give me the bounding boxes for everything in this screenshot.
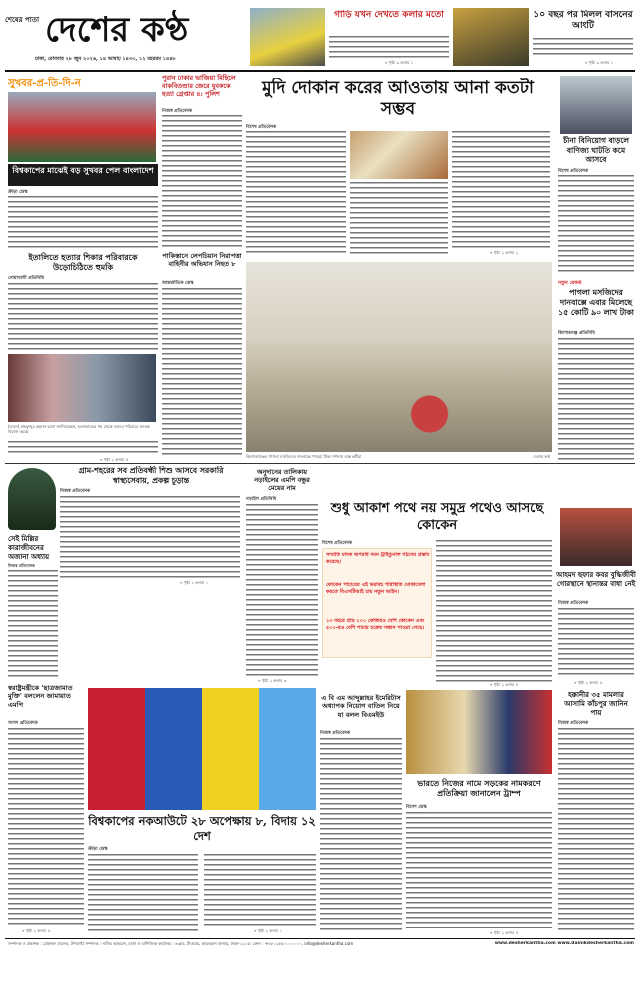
jamaat-byline: সংসদ প্রতিবেদক [8, 721, 38, 726]
italy-byline: নোয়াখালী প্রতিনিধি [8, 276, 45, 281]
cocaine-byline: বিশেষ প্রতিবেদক [322, 541, 353, 546]
promo-ring-page[interactable]: » পৃষ্ঠা ৯ কলাম ১ [585, 60, 614, 65]
footer-imprint: সম্পাদক ও প্রকাশক : মোহাম্মদ মালেক, উপদেষ্টা সম্পাদক : নাসির আহমেদ, বার্তা ও বাণিজ্যিক কার্যালয় : ৪৩/এ, টাওয়ার, কারওয়ান বাজার, ঢাকা-১২১৫। ফোন : +৮৮০২৫৫০০০০০০০, info@desherkantha.com [8, 941, 354, 946]
sukhobor-logo: সুখবর-প্র-তি-দি-ন [8, 78, 81, 89]
cocaine-bullet-1: সম্প্রতি মাদক অপরাধ দমন ট্রাইব্যুনাল গঠনের প্রস্তাব করেছে। [326, 552, 430, 565]
haqqani-body [558, 728, 634, 930]
jamaat-body [8, 728, 84, 928]
ahmed-headline[interactable]: আহমদ ছফার কবর বুদ্ধিজীবী গোরস্থানে স্থানান্তর বাধা নেই [556, 570, 636, 588]
masthead-rule [5, 70, 635, 72]
lead-body-1 [246, 131, 346, 256]
mosque-money-counting-photo[interactable] [246, 262, 552, 452]
footer-websites[interactable]: www.desherkantha.com www.dainikdesherkantha.com [494, 941, 634, 946]
jamaat-headline[interactable]: স্বরাষ্ট্রমন্ত্রীকে 'ছাত্রজামাত মুক্তি' বললেন জামায়াত এমপি [8, 684, 73, 709]
lead-byline: বিশেষ প্রতিবেদক [246, 125, 277, 130]
italy-body-2 [8, 441, 158, 455]
ahmed-page-link[interactable]: » পৃষ্ঠা ২ কলাম ৫ [574, 680, 603, 685]
worldcup-page-link[interactable]: » পৃষ্ঠা ২ কলাম ১ [254, 928, 283, 933]
china-headline[interactable]: চীনা বিনিয়োগ বাড়লে বাণিজ্য ঘাটতি কমে আসবে [563, 136, 629, 164]
italy-caption: (ডানে) মাহফুজুর রহমান বলো জানিয়েছেন, হত্যাকাণ্ডের পর থেকে তাদের পরিবারে আতঙ্ক বিরাজ করছে [8, 424, 150, 434]
pagla-byline: কিশোরগঞ্জ প্রতিনিধি [558, 331, 595, 336]
italy-headline[interactable]: ইতালিতে হত্যার শিকার পরিবারকে উড়োচিঠিতে হুমকি [28, 252, 138, 272]
dhaka-murder-headline[interactable]: পুরান ঢাকার ভাজিয়া মিছিলে বাকবিতণ্ডার জেরে যুবককে হত্যা গ্রেপ্তার ৪: পুলিশ [162, 74, 236, 98]
pak-byline: আন্তর্জাতিক ডেস্ক [162, 281, 194, 286]
newspaper-title[interactable]: দেশের কণ্ঠ [45, 10, 189, 50]
worldcup-body-1 [88, 854, 198, 932]
trump-headline[interactable]: ভারতে নিজের নামে সড়কের নামকরণে প্রতিক্রিয়া জানালেন ট্রাম্প [417, 778, 541, 798]
team-photo[interactable] [8, 92, 156, 162]
abdullah-headline[interactable]: এ বি এম আব্দুল্লাহর ইমেরিটাস অধ্যাপক নিয়োগ বাতিল নিয়ে যা বলল বিএমইউ [321, 694, 401, 719]
trump-byline: বিদেশ ডেস্ক [406, 805, 427, 810]
lead-body-2 [350, 182, 448, 256]
worldcup-headline[interactable]: বিশ্বকাপের নকআউটে ২৮ অপেক্ষায় ৮, বিদায় ১২ দেশ [88, 814, 316, 843]
section-rule [5, 463, 635, 464]
ahmed-portrait[interactable] [560, 508, 632, 566]
dateline: ঢাকা, রোববার ২৮ জুন ২০২৬, ১৪ আষাঢ় ১৪৩৩, ১২ মহররম ১৪৪৮ [35, 56, 176, 62]
abdullah-byline: নিজস্ব প্রতিবেদক [320, 731, 351, 736]
china-byline: বিশেষ প্রতিবেদক [558, 169, 589, 174]
mp-page-link[interactable]: » পৃষ্ঠা ২ কলাম ৩ [258, 678, 287, 683]
cocaine-headline[interactable]: শুধু আকাশ পথে নয় সমুদ্র পথেও আসছে কোকেন [330, 501, 544, 533]
pak-body [162, 288, 242, 458]
mp-byline: নড়াইল প্রতিনিধি [246, 497, 277, 502]
worldcup-byline: ক্রীড়া ডেস্ক [88, 847, 108, 852]
prison-byline: নিজস্ব প্রতিবেদক [8, 563, 35, 568]
sukhobor-byline: ক্রীড়া ডেস্ক [8, 190, 28, 195]
worldcup-players-photo[interactable] [88, 688, 316, 810]
prison-headline[interactable]: সেই মিল্লির কারাজীবনের অজানা অধ্যায় [8, 534, 50, 561]
pagla-body [558, 338, 634, 460]
woman-portrait[interactable] [8, 468, 56, 530]
promo-ring-body [533, 38, 633, 58]
ahmed-byline: নিজস্ব প্রতিবেদক [558, 601, 589, 606]
promo-car-title[interactable]: গাড়ি যখন দেখতে কলার মতো [334, 10, 444, 20]
china-portrait[interactable] [560, 76, 632, 134]
lead-body-3 [452, 131, 550, 249]
lead-headline[interactable]: মুদি দোকান করের আওতায় আনা কতটা সম্ভব [262, 78, 534, 119]
masthead [5, 8, 635, 70]
health-page-link[interactable]: » পৃষ্ঠা ২ কলাম ১ [180, 580, 209, 585]
footer-rule [5, 938, 635, 939]
promo-car-image[interactable] [250, 8, 325, 66]
worldcup-body-2 [204, 854, 316, 928]
lead-page-link[interactable]: » পৃষ্ঠা ২ কলাম ২ [490, 250, 519, 255]
prison-body [8, 570, 58, 680]
abdullah-body [320, 738, 402, 930]
haqqani-headline[interactable]: হক্কানীর ৩৫ মামলার আসামি কাঁচপুর জানিন পায় [564, 690, 628, 717]
pak-headline[interactable]: পাকিস্তানে লেপচিয়ান নিরাপত্তা বাহিনীর অভিযান নিহত ৮ [162, 252, 242, 269]
trump-photo[interactable] [406, 690, 552, 774]
mp-body [246, 504, 318, 676]
promo-ring-title[interactable]: ১০ বছর পর মিলল বাসনের আংটি [533, 10, 633, 31]
pagla-headline[interactable]: পাগলা মসজিদের দানবাক্সে এবার মিলেছে ১৫ কোটি ৯০ লাখ টাকা [558, 288, 634, 317]
center-photo-caption: কিশোরগঞ্জের পাগলা মসজিদের দানবাক্সে পাওয়া টাকা গণনায় ব্যস্ত কর্মীরা [246, 454, 362, 459]
sukhobor-body [8, 196, 158, 248]
page-corner-label: শেষের পাতা [5, 16, 40, 24]
italy-page-link[interactable]: » পৃষ্ঠা ২ কলাম ৫ [100, 457, 129, 462]
jamaat-page-link[interactable]: » পৃষ্ঠা ২ কলাম ৫ [22, 928, 51, 933]
italy-family-photo[interactable] [8, 354, 156, 422]
health-body [60, 496, 240, 578]
cocaine-bullet-2: কোকেন পাচারের এই ভয়াবহ পরিস্থিতি মোকাবেলা করতে বিএসটিআই চায় নতুন আইন। [326, 582, 426, 595]
grocery-photo[interactable] [350, 131, 448, 179]
china-body [558, 175, 634, 275]
center-photo-credit: দেশের কণ্ঠ [533, 454, 550, 459]
mp-headline[interactable]: অনুদানের তালিকায় নড়াইলের এমপি বন্ধুর মেয়ের নাম [254, 468, 310, 492]
trump-body [406, 812, 552, 928]
health-headline[interactable]: গ্রাম-শহরের সব প্রতিবন্ধী শিশু আসবে সরকারি স্বাস্থ্যসেবায়, প্রকল্প চূড়ান্ত [78, 466, 224, 485]
trump-page-link[interactable]: » পৃষ্ঠা ২ কলাম ৫ [490, 930, 519, 935]
dhaka-murder-body [162, 115, 242, 250]
cocaine-page-link[interactable]: » পৃষ্ঠা ২ কলাম ৪ [490, 682, 519, 687]
cocaine-body [436, 540, 552, 682]
health-byline: নিজস্ব প্রতিবেদক [60, 489, 91, 494]
sukhobor-headline[interactable]: বিশ্বকাপের মাঝেই বড় সুখবর পেল বাংলাদেশ [12, 165, 154, 175]
ahmed-body [558, 608, 634, 678]
promo-car-body [329, 36, 449, 58]
promo-car-page[interactable]: » পৃষ্ঠা ৯ কলাম ১ [385, 60, 414, 65]
promo-ring-image[interactable] [453, 8, 529, 66]
italy-body [8, 283, 158, 351]
cocaine-bullet-3: ১৩ বছরে প্রায় ২০০ কেজিরও বেশি কোকেন এবং ৫০০-রও বেশি পাচার চক্রের সন্ধান পাওয়া গেছে। [326, 618, 425, 631]
haqqani-byline: নিজস্ব প্রতিবেদক [558, 721, 589, 726]
dhaka-murder-byline: নিজস্ব প্রতিবেদক [162, 109, 193, 114]
pagla-kicker: নতুন রেকর্ড [558, 280, 582, 286]
